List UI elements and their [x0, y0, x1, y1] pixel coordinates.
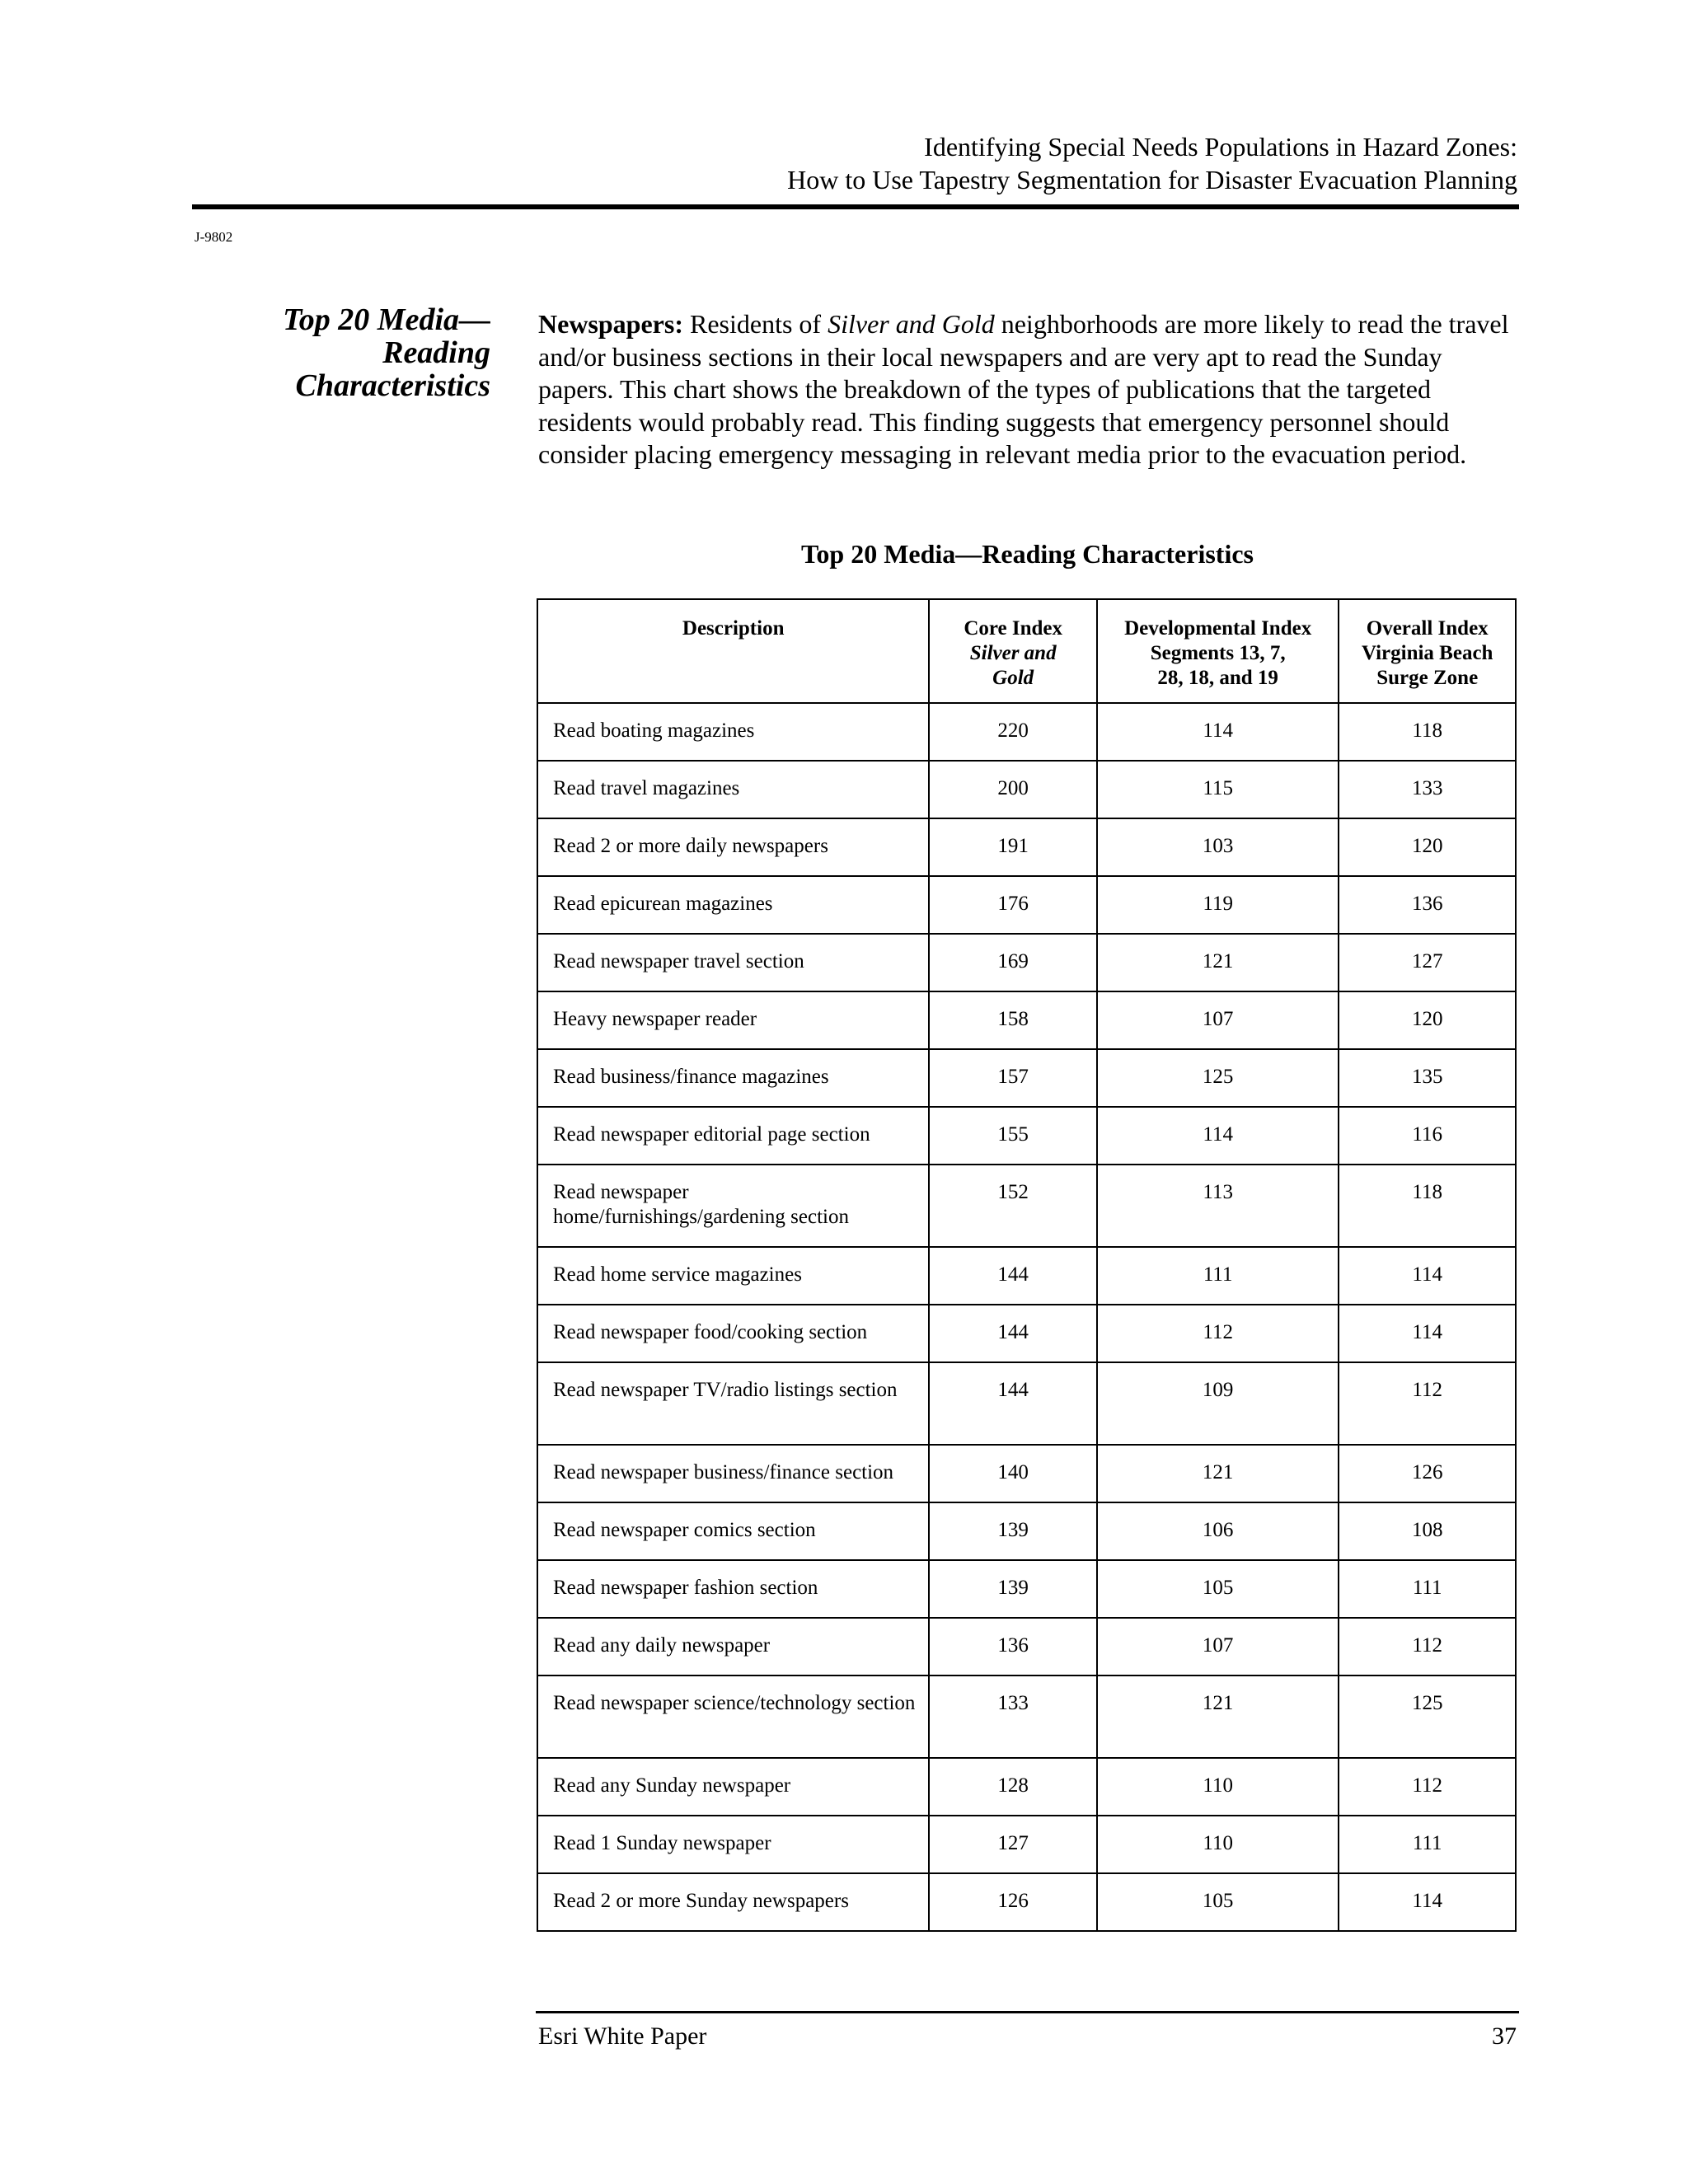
row-overall-index: 120 [1339, 991, 1516, 1049]
intro-text-2: neighborhoods are more likely to read the travel and/or business sections in their local newspapers and are very apt to read the Sunday papers. This chart shows the breakdown of the types of publications that the targeted residents would probably read. This finding suggests that emergency personnel should consider placing emergency messaging in relevant media prior to the evacuation period. [538, 309, 1509, 469]
row-developmental-index: 119 [1097, 876, 1339, 934]
row-overall-index: 136 [1339, 876, 1516, 934]
table-title: Top 20 Media—Reading Characteristics [800, 539, 1254, 569]
row-developmental-index: 107 [1097, 1618, 1339, 1675]
row-core-index: 126 [929, 1873, 1097, 1931]
row-overall-index: 120 [1339, 818, 1516, 876]
table-header-row [537, 599, 1516, 703]
row-description: Read newspaper science/technology section [537, 1675, 929, 1758]
reading-characteristics-table [537, 598, 1517, 1932]
row-developmental-index: 121 [1097, 1675, 1339, 1758]
row-overall-index: 108 [1339, 1502, 1516, 1560]
row-core-index: 200 [929, 761, 1097, 818]
row-core-index: 155 [929, 1107, 1097, 1165]
footer-rule [536, 2011, 1519, 2013]
row-overall-index: 135 [1339, 1049, 1516, 1107]
row-core-index: 144 [929, 1305, 1097, 1362]
row-core-index: 220 [929, 703, 1097, 761]
intro-italic: Silver and Gold [828, 309, 995, 339]
row-overall-index: 127 [1339, 934, 1516, 991]
intro-paragraph [538, 308, 1523, 471]
header-rule [192, 204, 1519, 209]
row-overall-index: 114 [1339, 1247, 1516, 1305]
row-overall-index: 114 [1339, 1305, 1516, 1362]
row-description: Read travel magazines [537, 761, 929, 818]
row-developmental-index: 113 [1097, 1165, 1339, 1247]
running-header [363, 130, 1517, 196]
row-developmental-index: 125 [1097, 1049, 1339, 1107]
table-row [537, 876, 1516, 934]
table-row [537, 1362, 1516, 1445]
row-overall-index: 116 [1339, 1107, 1516, 1165]
table-row [537, 1445, 1516, 1502]
row-description: Read 2 or more daily newspapers [537, 818, 929, 876]
row-overall-index: 112 [1339, 1758, 1516, 1816]
row-developmental-index: 110 [1097, 1758, 1339, 1816]
table-row [537, 818, 1516, 876]
header-core-index: Core Index Silver and Gold [929, 599, 1097, 703]
table-row [537, 1502, 1516, 1560]
page-number: 37 [1492, 2022, 1517, 2050]
row-description: Read any Sunday newspaper [537, 1758, 929, 1816]
row-developmental-index: 115 [1097, 761, 1339, 818]
table-row [537, 703, 1516, 761]
table-row [537, 1816, 1516, 1873]
row-overall-index: 133 [1339, 761, 1516, 818]
row-description: Read newspaper fashion section [537, 1560, 929, 1618]
intro-lead: Newspapers: [538, 309, 683, 339]
header-developmental-index: Developmental Index Segments 13, 7, 28, 18, and 19 [1097, 599, 1339, 703]
row-core-index: 144 [929, 1247, 1097, 1305]
row-description: Read 2 or more Sunday newspapers [537, 1873, 929, 1931]
row-description: Read newspaper comics section [537, 1502, 929, 1560]
side-heading-line2: Reading [382, 335, 490, 370]
row-description: Read newspaper TV/radio listings section [537, 1362, 929, 1445]
row-developmental-index: 103 [1097, 818, 1339, 876]
row-developmental-index: 114 [1097, 1107, 1339, 1165]
footer-publication: Esri White Paper [538, 2022, 707, 2050]
running-header-line2: How to Use Tapestry Segmentation for Disaster Evacuation Planning [787, 165, 1517, 194]
row-core-index: 139 [929, 1560, 1097, 1618]
row-developmental-index: 110 [1097, 1816, 1339, 1873]
row-description: Read 1 Sunday newspaper [537, 1816, 929, 1873]
table-row [537, 1107, 1516, 1165]
row-description: Read boating magazines [537, 703, 929, 761]
row-core-index: 191 [929, 818, 1097, 876]
row-overall-index: 118 [1339, 703, 1516, 761]
row-core-index: 176 [929, 876, 1097, 934]
table-row [537, 1247, 1516, 1305]
row-developmental-index: 109 [1097, 1362, 1339, 1445]
row-core-index: 136 [929, 1618, 1097, 1675]
row-developmental-index: 112 [1097, 1305, 1339, 1362]
row-description: Read newspaper home/furnishings/gardening section [537, 1165, 929, 1247]
table-row [537, 1618, 1516, 1675]
table-row [537, 1305, 1516, 1362]
table-row [537, 1560, 1516, 1618]
row-description: Read any daily newspaper [537, 1618, 929, 1675]
row-description: Read newspaper editorial page section [537, 1107, 929, 1165]
row-overall-index: 114 [1339, 1873, 1516, 1931]
row-core-index: 133 [929, 1675, 1097, 1758]
row-core-index: 128 [929, 1758, 1097, 1816]
row-overall-index: 118 [1339, 1165, 1516, 1247]
side-heading-line1: Top 20 Media— [283, 302, 490, 337]
row-overall-index: 111 [1339, 1560, 1516, 1618]
row-description: Read newspaper business/finance section [537, 1445, 929, 1502]
row-developmental-index: 114 [1097, 703, 1339, 761]
table-row [537, 991, 1516, 1049]
row-overall-index: 112 [1339, 1618, 1516, 1675]
header-description: Description [537, 599, 929, 703]
row-overall-index: 111 [1339, 1816, 1516, 1873]
row-developmental-index: 111 [1097, 1247, 1339, 1305]
row-description: Read home service magazines [537, 1247, 929, 1305]
row-developmental-index: 105 [1097, 1560, 1339, 1618]
running-header-line1: Identifying Special Needs Populations in Hazard Zones: [924, 132, 1517, 162]
side-heading-line3: Characteristics [295, 368, 490, 403]
row-description: Read epicurean magazines [537, 876, 929, 934]
table-row [537, 934, 1516, 991]
row-developmental-index: 105 [1097, 1873, 1339, 1931]
row-developmental-index: 107 [1097, 991, 1339, 1049]
row-core-index: 127 [929, 1816, 1097, 1873]
row-developmental-index: 106 [1097, 1502, 1339, 1560]
table-row [537, 761, 1516, 818]
table-row [537, 1675, 1516, 1758]
row-core-index: 158 [929, 991, 1097, 1049]
row-description: Read newspaper travel section [537, 934, 929, 991]
row-developmental-index: 121 [1097, 934, 1339, 991]
row-description: Read newspaper food/cooking section [537, 1305, 929, 1362]
intro-text-1: Residents of [682, 309, 828, 339]
table-row [537, 1049, 1516, 1107]
row-core-index: 139 [929, 1502, 1097, 1560]
row-description: Heavy newspaper reader [537, 991, 929, 1049]
row-core-index: 144 [929, 1362, 1097, 1445]
row-core-index: 140 [929, 1445, 1097, 1502]
side-heading [223, 303, 490, 402]
table-row [537, 1758, 1516, 1816]
row-overall-index: 112 [1339, 1362, 1516, 1445]
header-overall-index: Overall Index Virginia Beach Surge Zone [1339, 599, 1516, 703]
row-core-index: 169 [929, 934, 1097, 991]
table-row [537, 1873, 1516, 1931]
row-description: Read business/finance magazines [537, 1049, 929, 1107]
row-overall-index: 126 [1339, 1445, 1516, 1502]
document-code: J-9802 [195, 229, 233, 245]
row-core-index: 157 [929, 1049, 1097, 1107]
row-core-index: 152 [929, 1165, 1097, 1247]
row-developmental-index: 121 [1097, 1445, 1339, 1502]
row-overall-index: 125 [1339, 1675, 1516, 1758]
table-row [537, 1165, 1516, 1247]
